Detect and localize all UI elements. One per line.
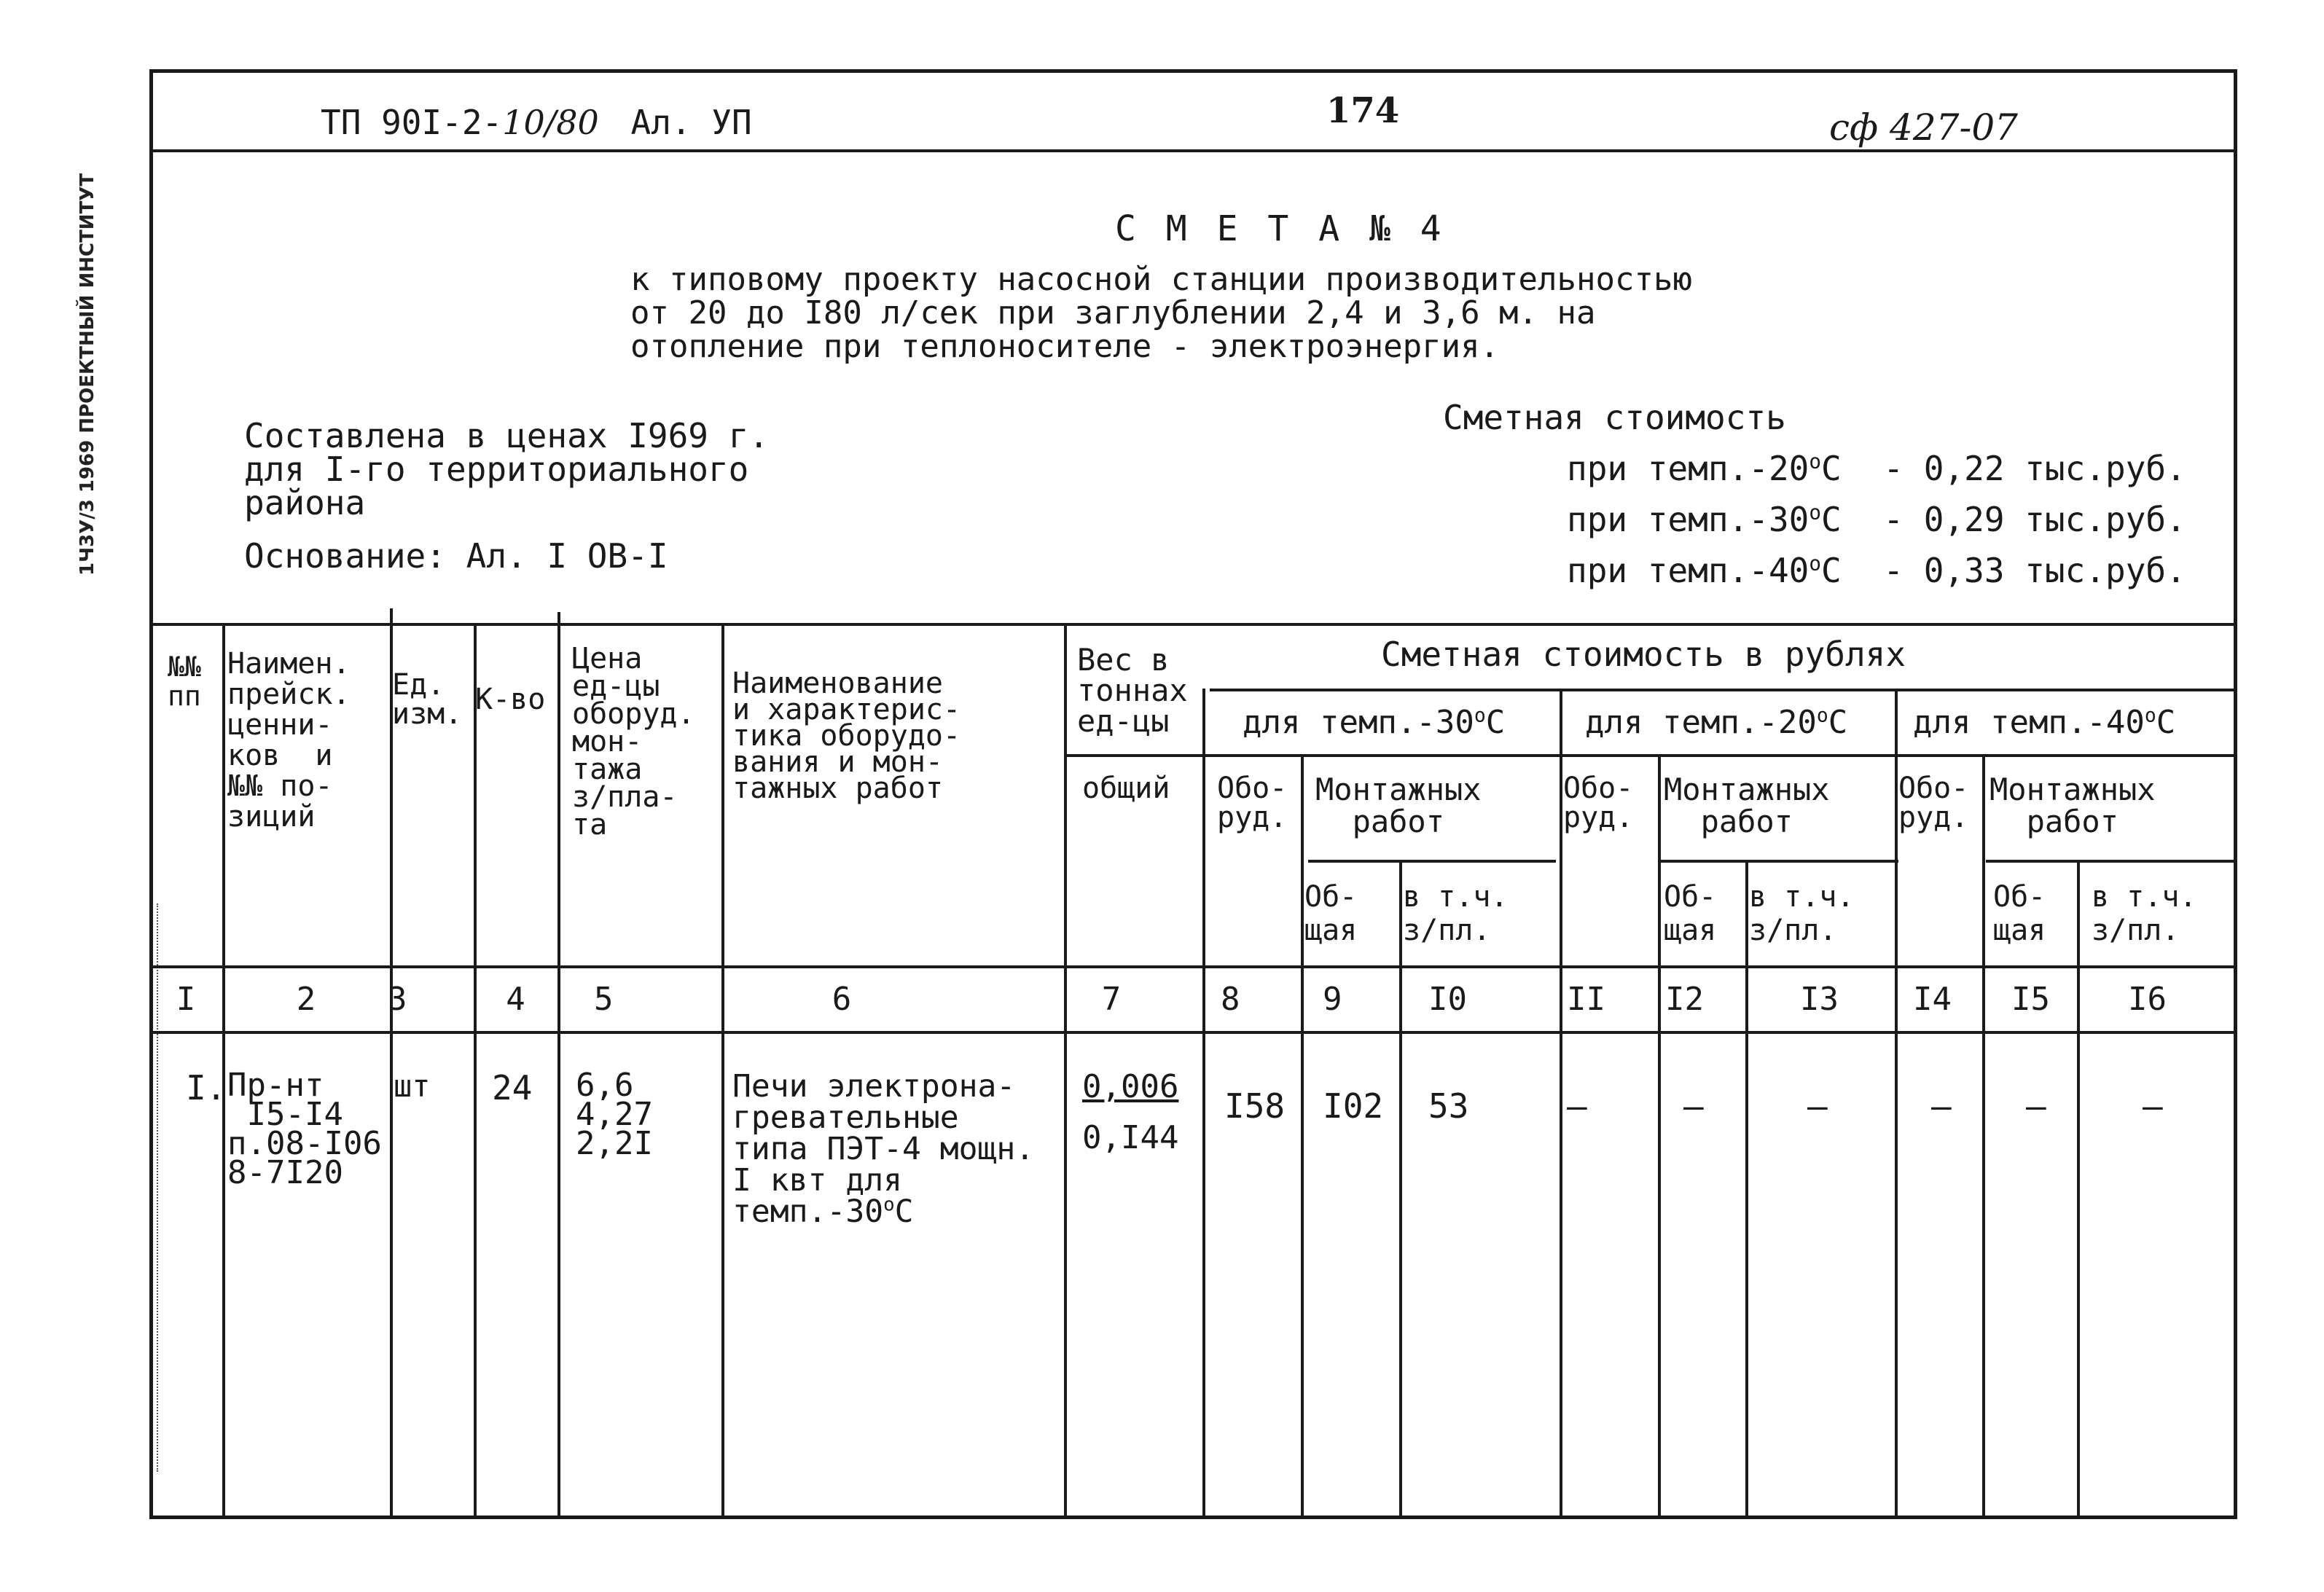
header-weight: Вес в тоннах ед-цы (1077, 642, 1188, 739)
cost-row-temp: при темп.-20 (1567, 449, 1809, 488)
row-qty: 24 (492, 1068, 533, 1107)
col-divider (2077, 860, 2080, 1519)
col-divider (1982, 754, 1985, 1519)
col-number: 3 (388, 981, 407, 1018)
basis-line: Основание: Ал. I ОВ-I (244, 536, 668, 576)
mount-divider-30 (1308, 860, 1556, 863)
degree-unit: С (1828, 704, 1848, 741)
header-total-40: Об- щая (1993, 880, 2046, 947)
doc-code-handwritten: 10/80 (502, 103, 599, 142)
header-cost-group: Сметная стоимость в рублях (1381, 635, 1906, 674)
col-number: 7 (1101, 981, 1122, 1018)
header-wage-40: в т.ч. з/пл. (2092, 880, 2197, 947)
header-total-30: Об- щая (1304, 880, 1358, 947)
colnum-bottom-border (149, 1031, 2237, 1034)
col-divider (1658, 754, 1661, 1519)
mount-divider-20 (1658, 860, 1898, 863)
header-bottom-border (149, 965, 2237, 968)
header-mount-30: Монтажных работ (1315, 772, 1482, 839)
row-number: I. (186, 1068, 227, 1107)
row-cost-mount-40: – (2026, 1086, 2046, 1126)
cost-row-unit: С (1820, 500, 1842, 539)
header-temp-20-text: для темп.-20 (1585, 704, 1817, 741)
row-cost-wage-30: 53 (1428, 1086, 1469, 1126)
row-unit: шт (394, 1068, 431, 1104)
cost-row-unit: С (1820, 449, 1842, 488)
row-cost-mount-20: – (1683, 1086, 1704, 1126)
header-weight-total: общий (1082, 772, 1170, 805)
row-weight-total: 0,I44 (1082, 1119, 1179, 1156)
header-mount-20: Монтажных работ (1664, 772, 1830, 839)
col-number: I0 (1428, 981, 1467, 1018)
doc-code-printed: ТП 90I-2- (321, 103, 503, 142)
title-line-2: от 20 до I80 л/сек при заглублении 2,4 и 3,6 м. на (630, 294, 1596, 332)
header-unit: Ед. изм. (392, 668, 463, 731)
weight-divider (1064, 754, 1202, 757)
table-top-border (149, 623, 2237, 626)
row-cost-equip-20: – (1567, 1086, 1587, 1126)
col-number: I3 (1800, 981, 1839, 1018)
col-number: I6 (2128, 981, 2167, 1018)
row-cost-wage-40: – (2143, 1086, 2163, 1126)
col-number: II (1567, 981, 1605, 1018)
header-mount-40: Монтажных работ (1990, 772, 2156, 839)
col-number: 2 (296, 981, 316, 1018)
doc-code (321, 103, 752, 142)
header-price-ref: Наимен. прейск. ценни- ков и №№ по- зиций (227, 647, 351, 834)
col-number: 8 (1221, 981, 1240, 1018)
mount-divider-40 (1986, 860, 2237, 863)
cost-row-value: - 0,22 тыс.руб. (1883, 449, 2186, 488)
header-num: №№ пп (168, 651, 201, 712)
header-wage-20: в т.ч. з/пл. (1749, 880, 1855, 947)
col-divider (1560, 689, 1562, 1519)
cost-row-minus20: при темп.-20$^o$С - 0,22 тыс.руб. (1567, 449, 2186, 488)
title-line-1: к типовому проекту насосной станции производительностью (630, 261, 1692, 298)
region-line: района (244, 483, 366, 522)
header-equip-20: Обо- руд. (1563, 772, 1634, 834)
col-number: I4 (1913, 981, 1952, 1018)
cost-row-unit: С (1820, 551, 1842, 590)
header-total-20: Об- щая (1664, 880, 1717, 947)
estimated-cost-label: Сметная стоимость (1443, 398, 1786, 437)
header-price: Цена ед-цы оборуд. мон- тажа з/пла- та (572, 642, 695, 842)
row-cost-wage-20: – (1807, 1086, 1828, 1126)
col-number: 4 (506, 981, 525, 1018)
header-temp-20: для темп.-20$^o$С (1585, 704, 1848, 741)
col-divider (474, 623, 477, 1519)
row-name: Печи электрона- гревательные типа ПЭТ-4 мощн. I квт для темп.-30$^o$С (732, 1068, 1035, 1230)
margin-stamp-text: 1Ч3У/3 1969 ПРОЕКТНЫЙ ИНСТИТУТ (77, 173, 98, 576)
col-divider (1301, 754, 1304, 1519)
cost-row-minus40: при темп.-40$^o$С - 0,33 тыс.руб. (1567, 551, 2186, 590)
degree-unit: С (2156, 704, 2176, 741)
col-divider (721, 623, 724, 1519)
header-temp-30-text: для темп.-30 (1243, 704, 1474, 741)
header-name: Наименование и характерис- тика оборудо- вания и мон- тажных работ (732, 667, 961, 805)
album-code: Ал. УП (630, 103, 752, 142)
col-number: 6 (832, 981, 852, 1018)
cost-row-value: - 0,33 тыс.руб. (1883, 551, 2186, 590)
estimate-heading: С М Е Т А № 4 (1115, 208, 1446, 249)
header-qty: К-во (475, 683, 546, 716)
col-number: I2 (1665, 981, 1704, 1018)
header-wage-30: в т.ч. з/пл. (1403, 880, 1509, 947)
page-number: 174 (1326, 90, 1400, 131)
cost-row-temp: при темп.-40 (1567, 551, 1809, 590)
header-temp-40-text: для темп.-40 (1913, 704, 2145, 741)
col-divider (1895, 689, 1898, 1519)
col-number: I (176, 981, 196, 1018)
territory-line: для I-го территориального (244, 450, 749, 489)
col-divider (557, 612, 560, 1519)
header-equip-30: Обо- руд. (1217, 772, 1288, 834)
cost-row-value: - 0,29 тыс.руб. (1883, 500, 2186, 539)
col-number: I5 (2011, 981, 2050, 1018)
cost-row-temp: при темп.-30 (1567, 500, 1809, 539)
col-number: 9 (1323, 981, 1342, 1018)
degree-unit: С (894, 1193, 914, 1230)
row-weight-unit: 0,006 (1082, 1068, 1179, 1105)
cost-row-minus30: при темп.-30$^o$С - 0,29 тыс.руб. (1567, 500, 2186, 539)
row-cost-equip-40: – (1931, 1086, 1952, 1126)
col-number: 5 (594, 981, 614, 1018)
sheet-number-handwritten: сф 427-07 (1829, 106, 2018, 149)
header-divider (149, 149, 2237, 152)
margin-stamp (69, 95, 120, 576)
col-divider (1745, 860, 1748, 1519)
col-divider (1064, 623, 1067, 1519)
cost-group-divider (1210, 689, 2237, 691)
row-price-ref: Пр-нт I5-I4 п.08-I06 8-7I20 (227, 1067, 382, 1191)
row-name-text: Печи электрона- гревательные типа ПЭТ-4 мощн. I квт для темп.-30 (732, 1068, 1035, 1230)
prices-year-line: Составлена в ценах I969 г. (244, 416, 770, 455)
header-temp-40: для темп.-40$^o$С (1913, 704, 2176, 741)
col-divider (1202, 689, 1205, 1519)
title-line-3: отопление при теплоносителе - электроэнергия. (630, 328, 1500, 365)
col-divider (390, 608, 393, 1519)
header-temp-30: для темп.-30$^o$С (1243, 704, 1506, 741)
header-equip-40: Обо- руд. (1898, 772, 1969, 834)
row-cost-equip-30: I58 (1224, 1086, 1286, 1126)
col-divider (1399, 860, 1402, 1519)
temp-group-divider (1064, 754, 2237, 757)
row-price: 6,6 4,27 2,2I (576, 1067, 653, 1162)
row-cost-mount-30: I02 (1323, 1086, 1384, 1126)
degree-unit: С (1485, 704, 1506, 741)
